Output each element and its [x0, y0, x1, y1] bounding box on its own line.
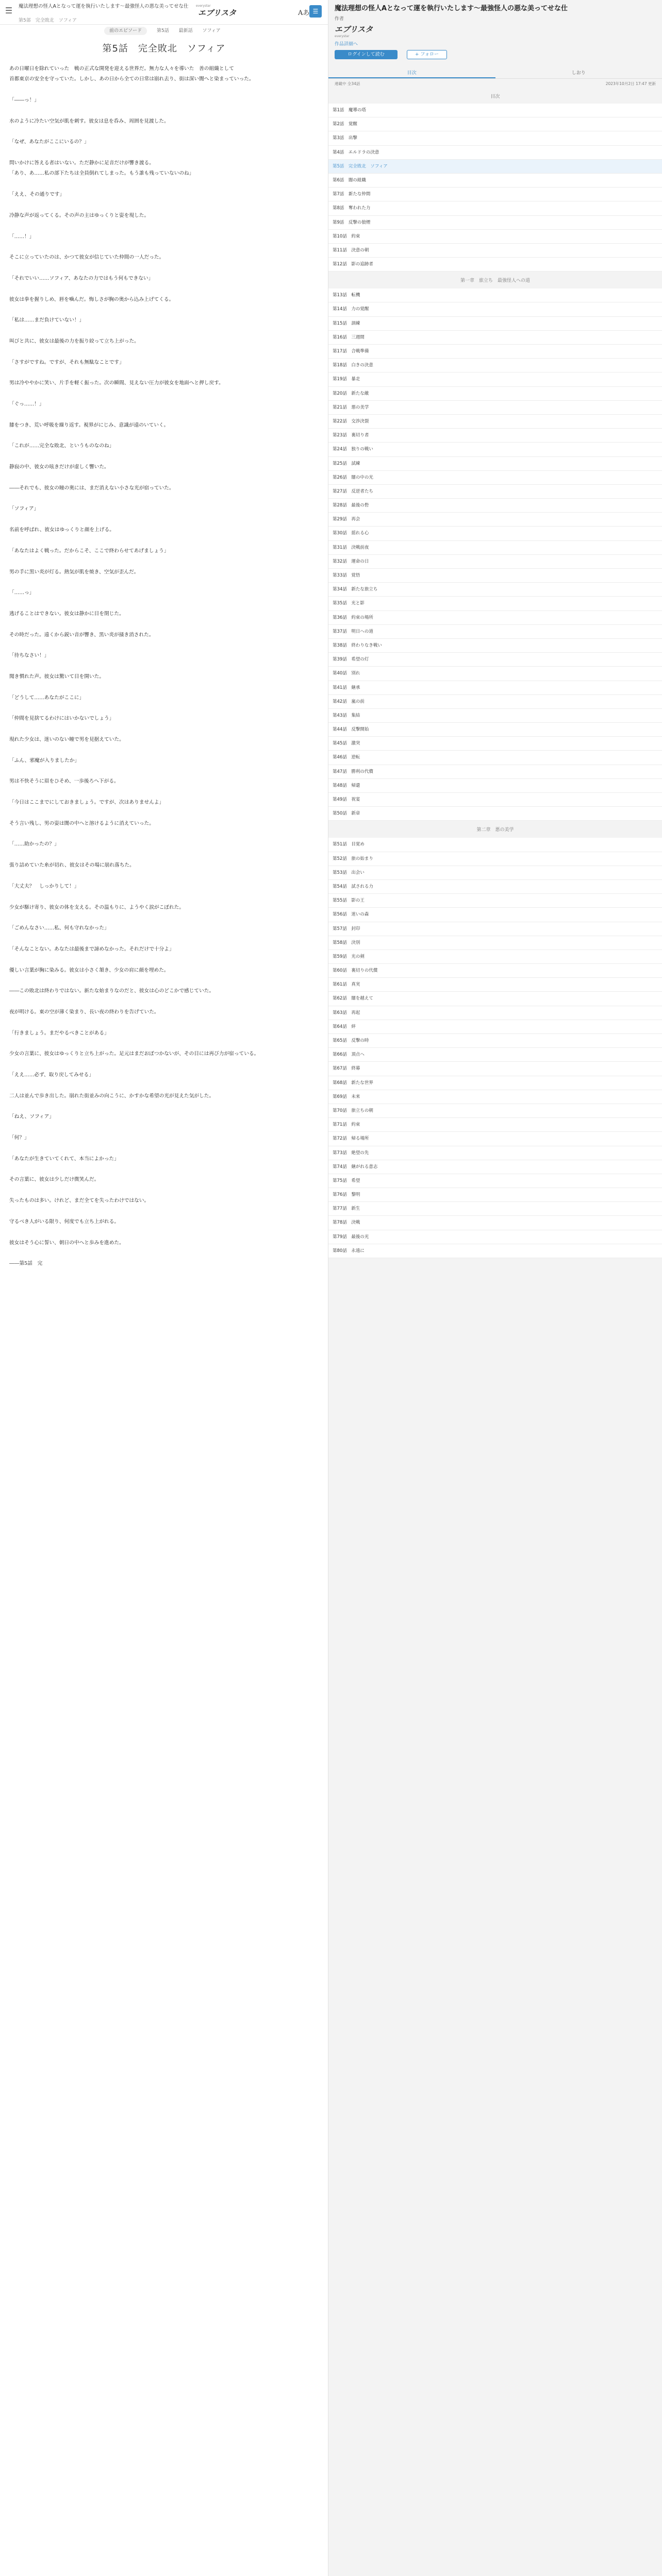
toc-item[interactable]: 第27話 反逆者たち: [328, 485, 662, 499]
paragraph: [9, 305, 319, 315]
paragraph: [9, 913, 319, 923]
toc-item[interactable]: 第61話 真実: [328, 978, 662, 992]
work-title[interactable]: 魔法理想の怪人Aとなって運を執行いたします〜最強怪人の悪な美ってせな仕: [19, 4, 189, 9]
paragraph: その時だった。遠くから鋭い音が響き、黒い炎が掻き消された。: [9, 632, 154, 638]
paragraph: 「ええ……必ず、取り戻してみせる」: [9, 1072, 94, 1078]
toc-item[interactable]: 第63話 再起: [328, 1006, 662, 1020]
paragraph: 名前を呼ばれ、彼女はゆっくりと顔を上げる。: [9, 527, 114, 533]
paragraph: [9, 682, 319, 692]
reader-main: [9, 37, 319, 1269]
font-size-button[interactable]: Aあ: [298, 9, 310, 17]
paragraph: [9, 494, 319, 504]
paragraph: ――この敗北は終わりではない。新たな始まりなのだと、彼女は心のどこかで感じていた。: [9, 988, 214, 994]
paragraph: 夜が明ける。東の空が薄く染まり、長い夜の終わりを告げていた。: [9, 1009, 159, 1015]
toc-section-heading-2: 第二章 悪の美学: [328, 821, 662, 838]
toc-item[interactable]: 第1話 魔導の塔: [328, 104, 662, 117]
toc-item[interactable]: 第35話 光と影: [328, 597, 662, 611]
toc-item[interactable]: 第64話 絆: [328, 1020, 662, 1034]
paragraph: [9, 640, 319, 651]
toc-item[interactable]: 第59話 光の剣: [328, 950, 662, 964]
paragraph: 優しい言葉が胸に染みる。彼女は小さく頷き、少女の肩に顔を埋めた。: [9, 967, 169, 973]
paragraph: 冷静な声が返ってくる。その声の主はゆっくりと姿を現した。: [9, 212, 150, 218]
paragraph: 静寂の中、彼女の呟きだけが虚しく響いた。: [9, 464, 109, 470]
toc-item[interactable]: 第18話 白きの決意: [328, 359, 662, 372]
paragraph: [9, 955, 319, 965]
toc-item[interactable]: 第29話 再会: [328, 513, 662, 527]
paragraph: 男は冷ややかに笑い、片手を軽く振った。次の瞬間、見えない圧力が彼女を地面へと押し戻す。: [9, 380, 224, 386]
paragraph: 首都東京の安全を守っていた。しかし、あの日から全ての日常は崩れ去り、街は深い闇へと染まっていった。: [9, 76, 254, 82]
toc-item[interactable]: 第10話 約束: [328, 230, 662, 244]
toc-item[interactable]: 第30話 揺れる心: [328, 527, 662, 540]
paragraph: [9, 724, 319, 735]
toc-item[interactable]: 第52話 旅の始まり: [328, 852, 662, 866]
toc-item[interactable]: 第5話 完全敗北 ソフィア: [328, 160, 662, 174]
paragraph: [9, 431, 319, 441]
toc-item[interactable]: 第39話 希望の灯: [328, 653, 662, 667]
paragraph: [9, 242, 319, 252]
toc-item[interactable]: 第51話 目覚め: [328, 838, 662, 852]
toc-item[interactable]: 第12話 影の追跡者: [328, 258, 662, 272]
toc-item[interactable]: 第44話 反撃開始: [328, 723, 662, 737]
toc-item[interactable]: 第45話 激突: [328, 737, 662, 751]
login-button[interactable]: ログインして読む: [335, 50, 398, 59]
paragraph: [9, 179, 319, 190]
paragraph: 「ねえ、ソフィア」: [9, 1114, 54, 1120]
paragraph: 失ったものは多い。けれど、まだ全てを失ったわけではない。: [9, 1198, 150, 1204]
paragraph: [9, 703, 319, 714]
toc-item[interactable]: 第50話 新章: [328, 807, 662, 821]
paragraph: 水のように冷たい空気が肌を刺す。彼女は息を呑み、周囲を見渡した。: [9, 118, 169, 124]
toc-item[interactable]: 第46話 逆転: [328, 751, 662, 765]
paragraph: [9, 1227, 319, 1238]
paragraph: 「今日はここまでにしておきましょう。ですが、次はありませんよ」: [9, 800, 164, 806]
toc-item[interactable]: 第74話 継がれる意志: [328, 1160, 662, 1174]
paragraph: [9, 871, 319, 881]
toc-item[interactable]: 第62話 闇を越えて: [328, 992, 662, 1006]
toc-item[interactable]: 第54話 試される力: [328, 880, 662, 894]
paragraph: その言葉に、彼女は少しだけ微笑んだ。: [9, 1177, 100, 1183]
updated-date: 2023年10月2日 17:47 更新: [605, 81, 656, 86]
paragraph: 少女の言葉に、彼女はゆっくりと立ち上がった。足元はまだおぼつかないが、その目には再び力が宿っている。: [9, 1051, 259, 1057]
toc-item[interactable]: 第40話 別れ: [328, 667, 662, 681]
chapter-title: 第5話 完全敗北 ソフィア: [102, 43, 226, 54]
tab-toc[interactable]: 目次: [328, 67, 495, 78]
paragraph: 男は不快そうに眉をひそめ、一歩後ろへ下がる。: [9, 778, 119, 785]
paragraph: 彼女はそう心に誓い、朝日の中へと歩みを進めた。: [9, 1240, 124, 1246]
toc-item[interactable]: 第37話 明日への道: [328, 625, 662, 639]
toc-heading: 目次: [490, 94, 500, 99]
paragraph: [9, 745, 319, 755]
serial-status: 連載中 全34話: [335, 81, 360, 86]
toc-item[interactable]: 第77話 新生: [328, 1202, 662, 1216]
paragraph: 「なぜ、あなたがここにいるの？」: [9, 139, 89, 145]
sidebar-logo-subtext: everystar: [335, 35, 350, 38]
toc-item[interactable]: 第55話 影の王: [328, 894, 662, 908]
paragraph: [9, 410, 319, 420]
sidebar-work-title[interactable]: 魔法理想の怪人Aとなって運を執行いたします〜最強怪人の悪な美ってせな仕: [335, 5, 568, 12]
sidebar-logo[interactable]: エブリスタ: [335, 25, 373, 34]
paragraph: [9, 997, 319, 1007]
paragraph: 守るべき人がいる限り、何度でも立ち上がれる。: [9, 1218, 120, 1225]
toc-item[interactable]: 第6話 闇の組織: [328, 174, 662, 188]
toc-item[interactable]: 第25話 試練: [328, 457, 662, 471]
chapter-nav: [0, 25, 325, 37]
toc-item[interactable]: 第73話 絶望の先: [328, 1146, 662, 1160]
menu-icon[interactable]: ☰: [5, 6, 13, 15]
toc-item[interactable]: 第67話 終幕: [328, 1062, 662, 1076]
toc-item[interactable]: 第36話 約束の場所: [328, 611, 662, 625]
toc-item[interactable]: 第33話 覚悟: [328, 569, 662, 583]
paragraph: 逃げることはできない。彼女は静かに目を閉じた。: [9, 611, 124, 617]
paragraph: 現れた少女は、迷いのない瞳で男を見据えていた。: [9, 737, 124, 742]
paragraph: [9, 1018, 319, 1028]
paragraph: 「ぐっ……！」: [9, 401, 44, 407]
toc-item[interactable]: 第22話 交渉決裂: [328, 415, 662, 429]
paragraph: [9, 662, 319, 672]
paragraph: 「行きましょう。まだやるべきことがある」: [9, 1030, 109, 1036]
paragraph: 二人は並んで歩き出した。崩れた街並みの向こうに、かすかな希望の光が見えた気がした。: [9, 1093, 214, 1099]
toc-item[interactable]: 第15話 訓練: [328, 317, 662, 331]
paragraph: [9, 452, 319, 462]
logo-subtext: everystar: [196, 4, 211, 8]
toc-list-section-1: [328, 104, 662, 272]
paragraph: [9, 389, 319, 399]
toc-section-heading-1: 第一章 旅立ち 最強怪人への道: [328, 272, 662, 289]
paragraph: [9, 1164, 319, 1175]
sidebar-actions: [335, 50, 656, 60]
paragraph: 「ふん、邪魔が入りましたか」: [9, 757, 80, 764]
paragraph: [9, 1185, 319, 1196]
toc-item[interactable]: 第17話 合戦準備: [328, 345, 662, 359]
paragraph: 叫びと共に、彼女は最後の力を振り絞って立ち上がった。: [9, 338, 139, 344]
sidebar: [328, 0, 662, 2576]
paragraph: 「あなたが生きていてくれて、本当によかった」: [9, 1156, 119, 1162]
toc-item[interactable]: 第13話 転機: [328, 289, 662, 302]
paragraph: [9, 619, 319, 630]
paragraph: 問いかけに答える者はいない。ただ静かに足音だけが響き渡る。: [9, 160, 154, 166]
toc-item[interactable]: 第7話 新たな仲間: [328, 188, 662, 201]
paragraph: 「待ちなさい！」: [9, 653, 49, 659]
toc-item[interactable]: 第14話 力の覚醒: [328, 302, 662, 316]
paragraph: 「ごめんなさい……私、何も守れなかった」: [9, 925, 109, 931]
toc-item[interactable]: 第38話 終わりなき戦い: [328, 639, 662, 653]
work-detail-link[interactable]: 作品詳細へ: [335, 42, 358, 47]
paragraph: [9, 1039, 319, 1049]
paragraph: 「――っ！」: [9, 97, 40, 104]
toc-item[interactable]: 第49話 祝宴: [328, 793, 662, 807]
toc-item[interactable]: 第69話 未来: [328, 1090, 662, 1104]
paragraph: 「あり、あ……私の部下たちは全員倒れてしまった。もう誰も残っていないのね」: [9, 171, 194, 177]
paragraph: [9, 1101, 319, 1112]
toc-item[interactable]: 第11話 決意の朝: [328, 244, 662, 258]
paragraph: 彼女は拳を握りしめ、唇を噛んだ。悔しさが胸の奥から込み上げてくる。: [9, 296, 174, 302]
toc-item[interactable]: 第53話 出会い: [328, 866, 662, 880]
toc-item[interactable]: 第31話 決戦前夜: [328, 541, 662, 555]
paragraph: [9, 106, 319, 116]
toc-item[interactable]: 第4話 エルドラの決意: [328, 146, 662, 160]
toc-item[interactable]: 第60話 裏切りの代償: [328, 964, 662, 978]
paragraph: 「ソフィア」: [9, 506, 39, 512]
paragraph: 張り詰めていた糸が切れ、彼女はその場に崩れ落ちた。: [9, 862, 135, 869]
paragraph: 男の手に黒い炎が灯る。熱気が肌を焼き、空気が歪んだ。: [9, 569, 139, 575]
paragraph: [9, 263, 319, 274]
paragraph: [9, 535, 319, 546]
paragraph: 「さすがですね。ですが、それも無駄なことです」: [9, 359, 124, 365]
toc-item[interactable]: 第80話 永遠に: [328, 1244, 662, 1258]
toc-item[interactable]: 第28話 最後の砦: [328, 499, 662, 513]
paragraph: 「これが……完全な敗北、というものなのね」: [9, 443, 114, 449]
paragraph: [9, 578, 319, 588]
episode-subtitle: 第5部 完全敗北 ソフィア: [19, 18, 77, 23]
paragraph: [9, 347, 319, 357]
toc-item[interactable]: 第48話 帰還: [328, 779, 662, 793]
toc-item[interactable]: 第56話 迷いの森: [328, 908, 662, 922]
paragraph: [9, 85, 319, 95]
paragraph: そう言い残し、男の姿は闇の中へと溶けるように消えていった。: [9, 820, 154, 826]
paragraph: 「……っ」: [9, 590, 35, 596]
paragraph: [9, 829, 319, 839]
toc-icon[interactable]: ☰: [309, 5, 322, 18]
paragraph: [9, 326, 319, 336]
toc-item[interactable]: 第41話 継承: [328, 681, 662, 695]
paragraph: [9, 472, 319, 483]
paragraph: [9, 284, 319, 294]
toc-item[interactable]: 第3話 出撃: [328, 131, 662, 145]
toc-item[interactable]: 第57話 封印: [328, 922, 662, 936]
toc-item[interactable]: 第70話 旅立ちの朝: [328, 1104, 662, 1118]
sidebar-header: [328, 0, 662, 63]
paragraph: [9, 515, 319, 525]
work-meta: [328, 79, 662, 89]
toc-item[interactable]: 第78話 決戦: [328, 1216, 662, 1230]
toc-list-section-2: [328, 289, 662, 821]
paragraph: あの日曜日を除れていった 戦の正式な開発を迎える世界だ。無力な人々を導いた 善の組織として: [9, 66, 234, 72]
site-logo[interactable]: エブリスタ: [198, 8, 237, 18]
paragraph: [9, 148, 319, 158]
paragraph: [9, 808, 319, 818]
paragraph: ――第5話 完: [9, 1261, 43, 1267]
toc-item[interactable]: 第21話 悪の美学: [328, 401, 662, 415]
paragraph: [9, 599, 319, 609]
episode-title: ソフィア: [202, 28, 221, 33]
paragraph: 「それでいい……ソフィア、あなたの力ではもう何もできない」: [9, 275, 154, 281]
paragraph: 「私は……まだ負けていない！」: [9, 317, 85, 324]
toc-item[interactable]: 第58話 決別: [328, 936, 662, 950]
paragraph: [9, 1060, 319, 1070]
toc-item[interactable]: 第19話 暴走: [328, 372, 662, 386]
paragraph: [9, 1123, 319, 1133]
paragraph: 「……助かったの？」: [9, 841, 59, 848]
paragraph: [9, 1206, 319, 1216]
paragraph: [9, 556, 319, 567]
paragraph: [9, 200, 319, 210]
paragraph: 「ええ、その通りです」: [9, 192, 65, 198]
paragraph: 膝をつき、荒い呼吸を繰り返す。視界がにじみ、意識が遠のいていく。: [9, 422, 169, 428]
toc-item[interactable]: 第66話 頂点へ: [328, 1048, 662, 1062]
paragraph: [9, 850, 319, 860]
prev-episode-link[interactable]: 前のエピソード: [104, 27, 147, 35]
paragraph: 「何？」: [9, 1135, 29, 1141]
toc-item[interactable]: 第34話 新たな旅立ち: [328, 583, 662, 597]
paragraph: 「どうして……あなたがここに」: [9, 694, 85, 701]
chapter-body: [9, 64, 319, 1269]
toc-item[interactable]: 第42話 嵐の前: [328, 695, 662, 709]
paragraph: 「あなたはよく戦った。だからこそ、ここで終わらせてあげましょう」: [9, 548, 169, 554]
paragraph: [9, 787, 319, 798]
toc-item[interactable]: 第8話 奪われた力: [328, 201, 662, 215]
latest-episode-link[interactable]: 最新話: [178, 28, 193, 33]
paragraph: そこに立っていたのは、かつて彼女が信じていた仲間の一人だった。: [9, 255, 164, 261]
toc-item[interactable]: 第68話 新たな世界: [328, 1076, 662, 1090]
paragraph: [9, 1248, 319, 1259]
toc-item[interactable]: 第2話 覚醒: [328, 117, 662, 131]
paragraph: [9, 127, 319, 137]
toc-list-section-3: [328, 838, 662, 1258]
toc-item[interactable]: 第16話 三週間: [328, 331, 662, 345]
toc-item[interactable]: 第72話 帰る場所: [328, 1132, 662, 1146]
episode-number: 第5話: [157, 28, 169, 33]
paragraph: [9, 368, 319, 378]
toc-item[interactable]: 第32話 運命の日: [328, 555, 662, 569]
author-name[interactable]: 作者: [335, 16, 344, 22]
toc-item[interactable]: 第23話 裏切り者: [328, 429, 662, 443]
paragraph: 少女が駆け寄り、彼女の体を支える。その温もりに、ようやく涙がこぼれた。: [9, 904, 185, 910]
follow-button[interactable]: + フォロー: [407, 50, 447, 59]
tab-bookmark[interactable]: しおり: [571, 71, 586, 76]
toc-item[interactable]: 第20話 新たな敵: [328, 387, 662, 401]
paragraph: 「……！」: [9, 233, 35, 240]
paragraph: 「大丈夫？ しっかりして！」: [9, 883, 79, 889]
toc-item[interactable]: 第76話 黎明: [328, 1188, 662, 1202]
paragraph: [9, 1080, 319, 1091]
toc-item[interactable]: 第26話 闇の中の光: [328, 471, 662, 485]
paragraph: 「そんなことない。あなたは最後まで諦めなかった。それだけで十分よ」: [9, 946, 174, 952]
toc-item[interactable]: 第71話 約束: [328, 1118, 662, 1132]
toc-item[interactable]: 第43話 集結: [328, 709, 662, 723]
paragraph: 「仲間を見捨てるわけにはいかないでしょう」: [9, 716, 114, 722]
paragraph: [9, 892, 319, 902]
toc-item[interactable]: 第24話 独りの戦い: [328, 443, 662, 456]
paragraph: [9, 1143, 319, 1154]
paragraph: [9, 221, 319, 231]
toc-item[interactable]: 第79話 最後の光: [328, 1230, 662, 1244]
toc-item[interactable]: 第47話 勝利の代償: [328, 765, 662, 779]
paragraph: [9, 976, 319, 986]
paragraph: [9, 766, 319, 776]
paragraph: [9, 934, 319, 944]
paragraph: ――それでも、彼女の瞳の奥には、まだ消えない小さな光が宿っていた。: [9, 485, 174, 491]
sidebar-tabs: [328, 67, 662, 79]
paragraph: 聞き慣れた声。彼女は驚いて目を開いた。: [9, 673, 105, 680]
toc-item[interactable]: 第65話 反撃の時: [328, 1034, 662, 1048]
toc-item[interactable]: 第75話 希望: [328, 1174, 662, 1188]
toc-item[interactable]: 第9話 反撃の狼煙: [328, 216, 662, 230]
